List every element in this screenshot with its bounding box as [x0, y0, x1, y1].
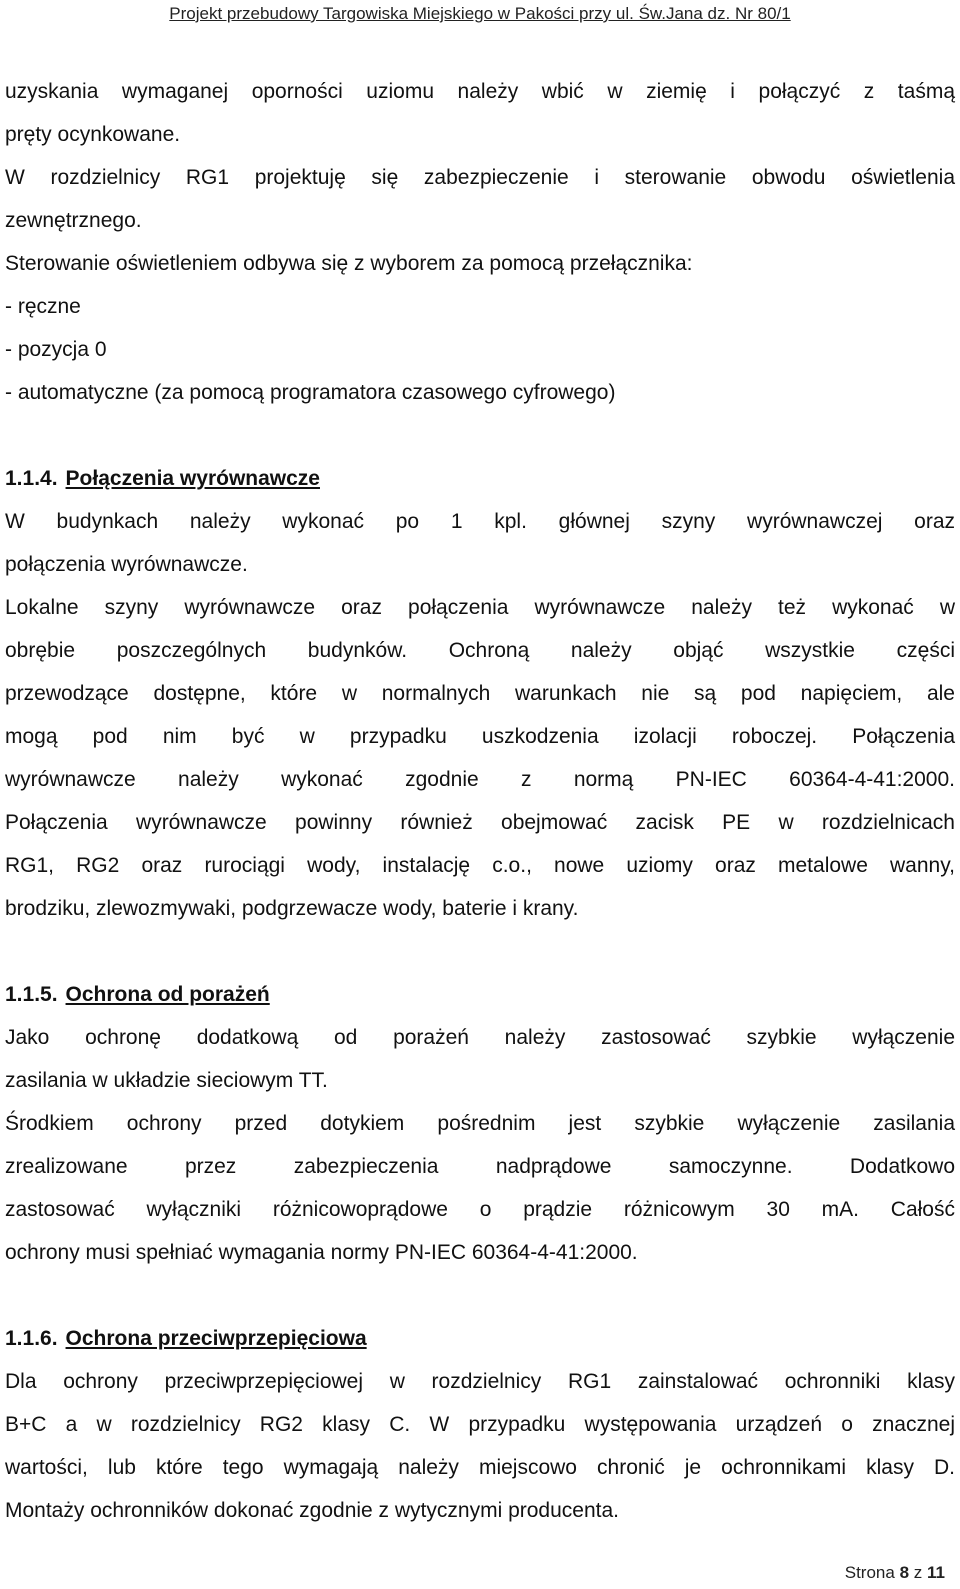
text-line: brodziku, zlewozmywaki, podgrzewacze wody, baterie i krany. [5, 897, 579, 920]
section-title: Ochrona od porażeń [65, 983, 270, 1006]
section-1-1-6 [5, 1317, 955, 1532]
spacer [5, 1274, 955, 1317]
list-item: - pozycja 0 [5, 338, 107, 361]
page-header [0, 0, 960, 36]
section-number: 1.1.5. [5, 983, 58, 1006]
section-heading [5, 1317, 955, 1360]
text-line: Jako ochronę dodatkową od porażeń należy zastosować szybkie wyłączenie [5, 1026, 955, 1049]
page-total: 11 [927, 1563, 945, 1582]
text-line: Połączenia wyrównawcze powinny również obejmować zacisk PE w rozdzielnicach [5, 811, 955, 834]
spacer [5, 414, 955, 457]
list-item: - ręczne [5, 295, 81, 318]
header-title: Projekt przebudowy Targowiska Miejskiego w Pakości przy ul. Św.Jana dz. Nr 80/1 [169, 4, 791, 23]
page-label: Strona [844, 1563, 895, 1582]
text-line: zastosować wyłączniki różnicowoprądowe o prądzie różnicowym 30 mA. Całość [5, 1198, 955, 1221]
text-line: W rozdzielnicy RG1 projektuję się zabezpieczenie i sterowanie obwodu oświetlenia [5, 166, 955, 189]
text-line: RG1, RG2 oraz rurociągi wody, instalację c.o., nowe uziomy oraz metalowe wanny, [5, 854, 955, 877]
text-line: Dla ochrony przeciwprzepięciowej w rozdzielnicy RG1 zainstalować ochronniki klasy [5, 1370, 955, 1393]
section-heading [5, 457, 955, 500]
text-line: uzyskania wymaganej oporności uziomu należy wbić w ziemię i połączyć z taśmą [5, 80, 955, 103]
page-of-label: z [913, 1563, 923, 1582]
text-line: zasilania w układzie sieciowym TT. [5, 1069, 328, 1092]
section-1-1-5 [5, 973, 955, 1274]
text-line: Montaży ochronników dokonać zgodnie z wytycznymi producenta. [5, 1499, 619, 1522]
section-number: 1.1.6. [5, 1327, 58, 1350]
text-line: zewnętrznego. [5, 209, 142, 232]
spacer [5, 930, 955, 973]
page-number: 8 [899, 1563, 910, 1582]
text-line: mogą pod nim być w przypadku uszkodzenia izolacji roboczej. Połączenia [5, 725, 955, 748]
document-body [5, 70, 955, 1532]
section-title: Ochrona przeciwprzepięciowa [65, 1327, 367, 1350]
text-line: wyrównawcze należy wykonać zgodnie z normą PN-IEC 60364-4-41:2000. [5, 768, 955, 791]
section-1-1-4 [5, 457, 955, 930]
text-line: pręty ocynkowane. [5, 123, 181, 146]
text-line: ochrony musi spełniać wymagania normy PN-IEC 60364-4-41:2000. [5, 1241, 638, 1264]
page-footer [845, 1563, 945, 1583]
section-title: Połączenia wyrównawcze [65, 467, 320, 490]
text-line: wartości, lub które tego wymagają należy miejscowo chronić je ochronnikami klasy D. [5, 1456, 955, 1479]
text-line: połączenia wyrównawcze. [5, 553, 248, 576]
text-line: obrębie poszczególnych budynków. Ochroną należy objąć wszystkie części [5, 639, 955, 662]
section-number: 1.1.4. [5, 467, 58, 490]
text-line: zrealizowane przez zabezpieczenia nadprądowe samoczynne. Dodatkowo [5, 1155, 955, 1178]
text-line: B+C a w rozdzielnicy RG2 klasy C. W przypadku występowania urządzeń o znacznej [5, 1413, 955, 1436]
text-line: Lokalne szyny wyrównawcze oraz połączenia wyrównawcze należy też wykonać w [5, 596, 955, 619]
text-line: Środkiem ochrony przed dotykiem pośrednim jest szybkie wyłączenie zasilania [5, 1112, 955, 1135]
text-line: Sterowanie oświetleniem odbywa się z wyborem za pomocą przełącznika: [5, 252, 693, 275]
text-line: przewodzące dostępne, które w normalnych warunkach nie są pod napięciem, ale [5, 682, 955, 705]
text-line: W budynkach należy wykonać po 1 kpl. głównej szyny wyrównawczej oraz [5, 510, 955, 533]
list-item: - automatyczne (za pomocą programatora czasowego cyfrowego) [5, 381, 616, 404]
section-heading [5, 973, 955, 1016]
